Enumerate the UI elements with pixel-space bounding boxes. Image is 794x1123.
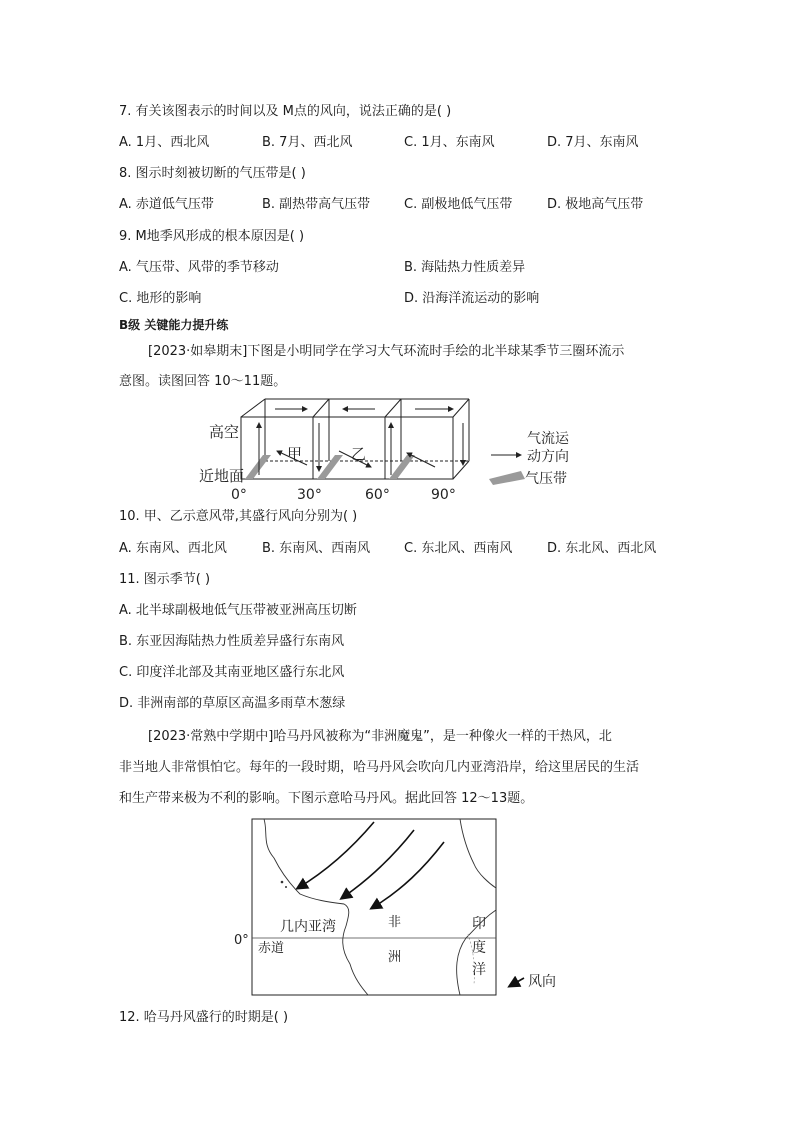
intro2-line1: [2023·常熟中学期中]哈马丹风被称为“非洲魔鬼”，是一种像火一样的干热风，北 xyxy=(148,729,612,744)
circulation-diagram xyxy=(195,395,585,505)
label-gulf-of-guinea: 几内亚湾 xyxy=(280,919,336,935)
harmattan-map xyxy=(228,814,568,1000)
label-ocean-3: 洋 xyxy=(472,962,486,978)
q9-stem: 9. M地季风形成的根本原因是( ) xyxy=(119,229,305,244)
q7-stem: 7. 有关该图表示的时间以及 M点的风向，说法正确的是( ) xyxy=(119,104,452,119)
label-high: 高空 xyxy=(209,423,240,441)
intro2-line3: 和生产带来极为不利的影响。下图示意哈马丹风。据此回答 12～13题。 xyxy=(119,791,534,806)
label-lat-30: 30° xyxy=(297,487,322,503)
q10-option-a: A. 东南风、西北风 xyxy=(119,541,227,556)
legend-flow-line1: 气流运 xyxy=(527,431,569,447)
label-ocean-2: 度 xyxy=(472,940,486,956)
label-africa-1: 非 xyxy=(388,915,402,930)
intro1-line1: [2023·如皋期末]下图是小明同学在学习大气环流时手绘的北半球某季节三圈环流示 xyxy=(148,344,625,359)
pressure-belt-30 xyxy=(317,455,343,479)
intro2-line2: 非当地人非常惧怕它。每年的一段时期，哈马丹风会吹向几内亚湾沿岸，给这里居民的生活 xyxy=(119,760,640,775)
label-lat-0: 0° xyxy=(234,933,249,948)
label-lat-0: 0° xyxy=(231,487,247,503)
q8-option-d: D. 极地高气压带 xyxy=(547,197,644,212)
q10-option-c: C. 东北风、西南风 xyxy=(404,541,513,556)
q7-option-d: D. 7月、东南风 xyxy=(547,135,639,150)
q11-option-c: C. 印度洋北部及其南亚地区盛行东北风 xyxy=(119,665,345,680)
label-jia: 甲 xyxy=(287,445,303,463)
q8-option-b: B. 副热带高气压带 xyxy=(262,197,371,212)
label-lat-90: 90° xyxy=(431,487,456,503)
legend-belt-label: 气压带 xyxy=(525,471,567,487)
q9-option-b: B. 海陆热力性质差异 xyxy=(404,260,526,275)
label-lat-60: 60° xyxy=(365,487,390,503)
label-africa-2: 洲 xyxy=(388,950,402,965)
pressure-belt-0 xyxy=(245,455,271,479)
pressure-belt-60 xyxy=(389,455,415,479)
label-equator: 赤道 xyxy=(258,941,285,956)
label-ocean-1: 印 xyxy=(472,916,486,932)
q7-option-b: B. 7月、西北风 xyxy=(262,135,353,150)
q8-stem: 8. 图示时刻被切断的气压带是( ) xyxy=(119,166,306,181)
q11-stem: 11. 图示季节( ) xyxy=(119,572,211,587)
box-front-face xyxy=(241,417,453,479)
legend-belt-icon xyxy=(489,471,525,485)
wind-legend-icon xyxy=(510,978,524,986)
label-yi: 乙 xyxy=(351,445,367,463)
q9-option-c: C. 地形的影响 xyxy=(119,291,202,306)
q10-option-d: D. 东北风、西北风 xyxy=(547,541,657,556)
q11-option-a: A. 北半球副极地低气压带被亚洲高压切断 xyxy=(119,603,357,618)
q7-option-c: C. 1月、东南风 xyxy=(404,135,495,150)
label-ground: 近地面 xyxy=(199,467,245,485)
q8-option-a: A. 赤道低气压带 xyxy=(119,197,214,212)
q9-option-d: D. 沿海洋流运动的影响 xyxy=(404,291,540,306)
q10-stem: 10. 甲、乙示意风带,其盛行风向分别为( ) xyxy=(119,509,358,524)
q11-option-d: D. 非洲南部的草原区高温多雨草木葱绿 xyxy=(119,696,346,711)
intro1-line2: 意图。读图回答 10～11题。 xyxy=(119,374,287,389)
q7-option-a: A. 1月、西北风 xyxy=(119,135,210,150)
wind-legend-label: 风向 xyxy=(528,974,556,990)
q8-option-c: C. 副极地低气压带 xyxy=(404,197,513,212)
q11-option-b: B. 东亚因海陆热力性质差异盛行东南风 xyxy=(119,634,345,649)
q9-option-a: A. 气压带、风带的季节移动 xyxy=(119,260,279,275)
legend-flow-line2: 动方向 xyxy=(527,449,569,465)
q12-stem: 12. 哈马丹风盛行的时期是( ) xyxy=(119,1010,289,1025)
q10-option-b: B. 东南风、西南风 xyxy=(262,541,371,556)
section-b-heading: B级 关键能力提升练 xyxy=(119,318,229,332)
